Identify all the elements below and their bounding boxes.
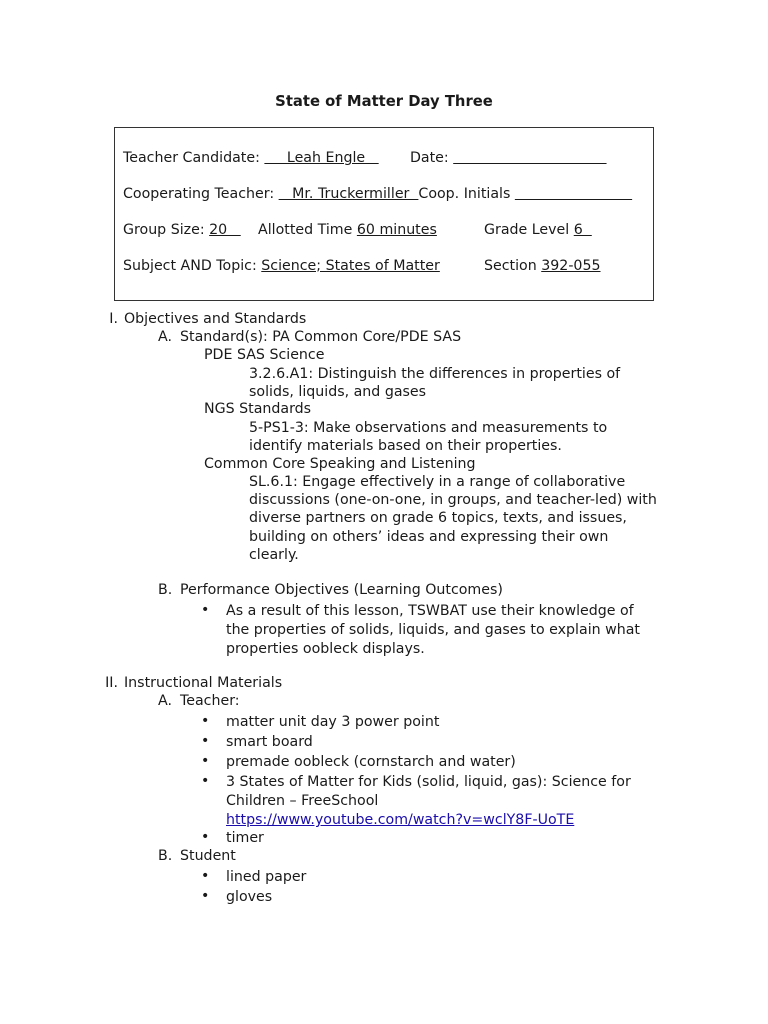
section-numeral: I.: [109, 311, 118, 327]
date-field: [410, 150, 607, 166]
common-core-heading: Common Core Speaking and Listening: [204, 456, 476, 472]
cooperating-teacher-label: Cooperating Teacher:: [123, 186, 279, 202]
cooperating-teacher-value: Mr. Truckermiller: [278, 186, 419, 202]
bullet-icon: •: [201, 829, 210, 845]
subsection-label: Teacher:: [180, 693, 240, 709]
section-label: Section: [484, 258, 542, 274]
section-label: Instructional Materials: [124, 675, 283, 691]
bullet-icon: •: [201, 713, 210, 729]
header-info-box: [114, 127, 654, 301]
list-item-text: lined paper: [226, 869, 307, 885]
list-item-text: smart board: [226, 734, 313, 750]
subsection-letter: B.: [158, 848, 173, 864]
list-item-text: matter unit day 3 power point: [226, 714, 440, 730]
teacher-candidate-row: [123, 150, 454, 166]
grade-level-label: Grade Level: [484, 222, 574, 238]
subsection-label: Student: [180, 848, 236, 864]
teacher-candidate-label: Teacher Candidate:: [123, 150, 265, 166]
list-item-text: As a result of this lesson, TSWBAT use their knowledge of the properties of solids, liquids, and gases to explain what properties oobleck displays.: [226, 603, 640, 657]
subject-value: Science; States of Matter: [261, 258, 440, 274]
document-title: State of Matter Day Three: [275, 93, 493, 110]
grade-level-field: [484, 222, 592, 238]
list-item-text: timer: [226, 830, 264, 846]
section-numeral: II.: [105, 675, 118, 691]
date-value: [453, 150, 606, 166]
bullet-icon: •: [201, 733, 210, 749]
video-title: 3 States of Matter for Kids (solid, liquid, gas): Science for Children – FreeSchool: [226, 774, 631, 809]
section-label: Objectives and Standards: [124, 311, 307, 327]
list-item-text-with-link: [226, 773, 646, 830]
common-core-standard-text: SL.6.1: Engage effectively in a range of collaborative discussions (one-on-one, in groups, and teacher-led) with diverse partners on grade 6 topics, texts, and issues, building on others’ ideas and expressing their own clearly.: [249, 474, 657, 563]
coop-initials-value: [515, 186, 632, 202]
group-size-label: Group Size:: [123, 222, 210, 238]
section-value: 392-055: [541, 258, 601, 274]
allotted-time-value: 60 minutes: [356, 222, 437, 238]
ngs-standard-text: 5-PS1-3: Make observations and measurements to identify materials based on their properties.: [249, 420, 608, 455]
group-size-value: 20: [209, 222, 241, 238]
subsection-label: Performance Objectives (Learning Outcomes): [180, 582, 503, 598]
ngs-heading: NGS Standards: [204, 401, 312, 417]
date-label: Date:: [410, 150, 454, 166]
video-link[interactable]: https://www.youtube.com/watch?v=wclY8F-UoTE: [226, 812, 575, 828]
subject-label: Subject AND Topic:: [123, 258, 262, 274]
bullet-icon: •: [201, 888, 210, 904]
cooperating-teacher-row: [123, 186, 632, 202]
teacher-candidate-value: Leah Engle: [264, 150, 379, 166]
list-item-text: premade oobleck (cornstarch and water): [226, 754, 516, 770]
subject-row: [123, 258, 601, 274]
section-field: [484, 258, 601, 274]
bullet-icon: •: [201, 868, 210, 884]
allotted-time-field: [258, 222, 437, 238]
bullet-icon: •: [201, 773, 210, 789]
subsection-letter: A.: [158, 693, 172, 709]
grade-level-value: 6: [573, 222, 592, 238]
group-size-row: [123, 222, 592, 238]
list-item-text: gloves: [226, 889, 273, 905]
pde-standard-text: 3.2.6.A1: Distinguish the differences in properties of solids, liquids, and gases: [249, 366, 621, 401]
pde-heading: PDE SAS Science: [204, 347, 325, 363]
subsection-letter: B.: [158, 582, 173, 598]
allotted-time-label: Allotted Time: [258, 222, 357, 238]
bullet-icon: •: [201, 753, 210, 769]
subsection-letter: A.: [158, 329, 172, 345]
coop-initials-label: Coop. Initials: [418, 186, 515, 202]
subsection-label: Standard(s): PA Common Core/PDE SAS: [180, 329, 462, 345]
bullet-icon: •: [201, 602, 210, 618]
